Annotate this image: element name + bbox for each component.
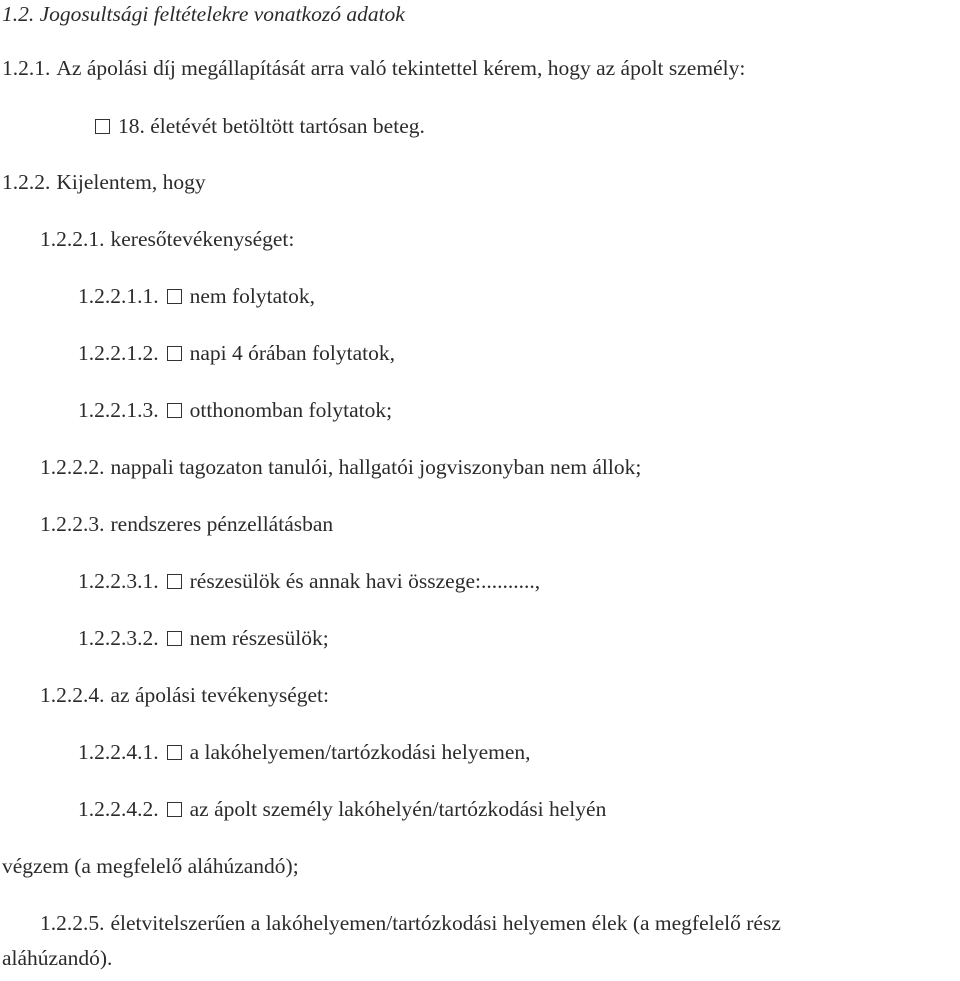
section-heading bbox=[2, 0, 405, 28]
item-number: 1.2.2.5. bbox=[40, 911, 105, 935]
item-number: 1.2.2.2. bbox=[40, 455, 105, 479]
checkbox[interactable] bbox=[167, 802, 182, 817]
item-number: 1.2.2.3. bbox=[40, 512, 105, 536]
item-text: nem folytatok, bbox=[189, 284, 316, 308]
item-1-2-2-5 bbox=[40, 909, 781, 937]
item-1-2-2-3 bbox=[40, 510, 333, 538]
item-1-2-1 bbox=[2, 54, 745, 82]
item-1-2-2 bbox=[2, 168, 206, 196]
section-heading-text: 1.2. Jogosultsági feltételekre vonatkozó adatok bbox=[2, 2, 405, 26]
item-text: az ápolt személy lakóhelyén/tartózkodási helyén bbox=[189, 797, 607, 821]
item-1-2-2-1-2 bbox=[78, 339, 395, 367]
checkbox[interactable] bbox=[95, 119, 110, 134]
item-text: rendszeres pénzellátásban bbox=[110, 512, 334, 536]
option-18-eletevet bbox=[93, 112, 425, 140]
item-1-2-2-1-1 bbox=[78, 282, 315, 310]
item-number: 1.2.2.1. bbox=[40, 227, 105, 251]
item-text: életvitelszerűen a lakóhelyemen/tartózkodási helyemen élek (a megfelelő rész bbox=[110, 911, 781, 935]
item-text: otthonomban folytatok; bbox=[189, 398, 393, 422]
item-number: 1.2.2.3.1. bbox=[78, 569, 159, 593]
checkbox[interactable] bbox=[167, 346, 182, 361]
item-text: Az ápolási díj megállapítását arra való tekintettel kérem, hogy az ápolt személy: bbox=[56, 56, 746, 80]
item-1-2-2-3-2 bbox=[78, 624, 329, 652]
item-1-2-2-4-1 bbox=[78, 738, 531, 766]
item-number: 1.2.2.1.1. bbox=[78, 284, 159, 308]
item-number: 1.2.2.4.2. bbox=[78, 797, 159, 821]
item-text: Kijelentem, hogy bbox=[56, 170, 206, 194]
item-1-2-2-1 bbox=[40, 225, 294, 253]
item-1-2-2-4-2-continuation bbox=[2, 852, 299, 880]
item-1-2-2-2 bbox=[40, 453, 641, 481]
item-number: 1.2.2.4. bbox=[40, 683, 105, 707]
checkbox[interactable] bbox=[167, 289, 182, 304]
item-1-2-2-4 bbox=[40, 681, 329, 709]
item-number: 1.2.2.3.2. bbox=[78, 626, 159, 650]
item-1-2-2-5-continuation bbox=[2, 944, 112, 972]
item-number: 1.2.2.1.2. bbox=[78, 341, 159, 365]
continuation-text: végzem (a megfelelő aláhúzandó); bbox=[2, 854, 299, 878]
item-text: keresőtevékenységet: bbox=[110, 227, 295, 251]
item-number: 1.2.2.1.3. bbox=[78, 398, 159, 422]
item-number: 1.2.2.4.1. bbox=[78, 740, 159, 764]
item-number: 1.2.2. bbox=[2, 170, 51, 194]
item-1-2-2-3-1 bbox=[78, 567, 540, 595]
item-text: az ápolási tevékenységet: bbox=[110, 683, 329, 707]
item-text: részesülök és annak havi összege:.........., bbox=[189, 569, 541, 593]
item-text: a lakóhelyemen/tartózkodási helyemen, bbox=[189, 740, 531, 764]
item-1-2-2-4-2 bbox=[78, 795, 606, 823]
checkbox[interactable] bbox=[167, 403, 182, 418]
item-1-2-2-1-3 bbox=[78, 396, 392, 424]
checkbox[interactable] bbox=[167, 631, 182, 646]
checkbox[interactable] bbox=[167, 574, 182, 589]
item-text: nem részesülök; bbox=[189, 626, 329, 650]
continuation-text: aláhúzandó). bbox=[2, 946, 113, 970]
option-text: 18. életévét betöltött tartósan beteg. bbox=[118, 114, 425, 138]
item-text: napi 4 órában folytatok, bbox=[189, 341, 396, 365]
item-number: 1.2.1. bbox=[2, 56, 51, 80]
item-text: nappali tagozaton tanulói, hallgatói jogviszonyban nem állok; bbox=[110, 455, 642, 479]
checkbox[interactable] bbox=[167, 745, 182, 760]
